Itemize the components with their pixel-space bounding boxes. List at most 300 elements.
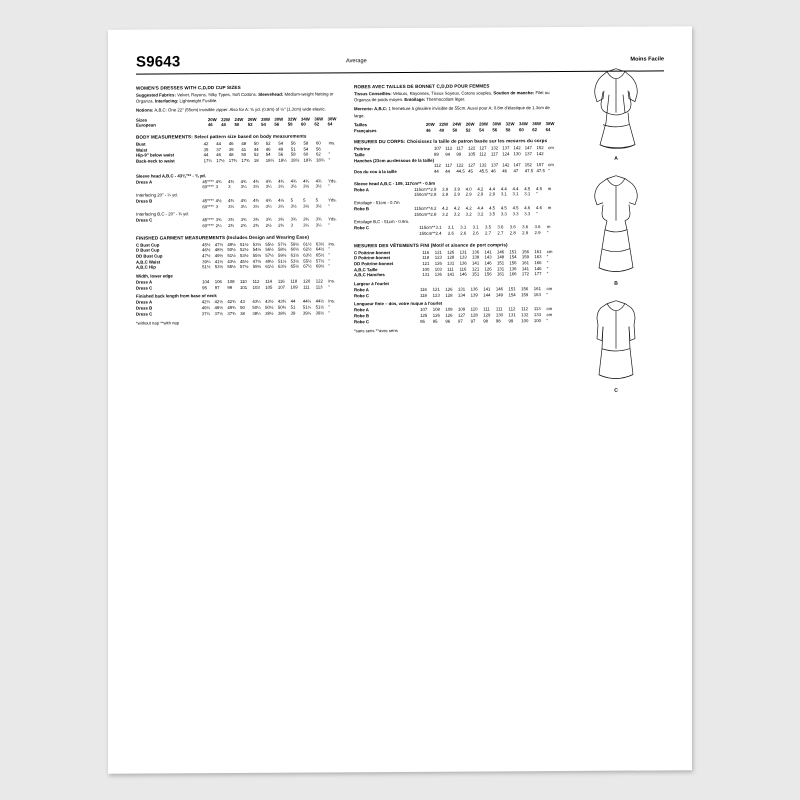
measurement-cell: 154 xyxy=(509,254,517,260)
unit-cell: " xyxy=(328,222,330,228)
measurement-cell: 117 xyxy=(491,151,498,157)
measurement-cell: 3.2 xyxy=(477,211,484,217)
measurement-cell: 55½ xyxy=(252,252,262,258)
measurement-cell: 141 xyxy=(447,271,455,278)
measurement-cell: 18¾ xyxy=(316,157,325,163)
measurement-cell: 128 xyxy=(470,312,478,318)
measurement-cell: 4¾ xyxy=(265,178,272,184)
measurement-cell: 131 xyxy=(508,312,516,318)
fabrics-label-en: Suggested Fabrics: xyxy=(136,92,176,98)
measurement-cell: 49½ xyxy=(265,258,274,264)
row-label: Waist xyxy=(136,147,148,153)
measurement-cell: 3¼ xyxy=(278,203,285,209)
unit-cell: " xyxy=(328,246,331,252)
fabrics-label-fr: Tissus Conseillés: xyxy=(354,91,392,97)
row-label xyxy=(354,192,414,198)
measurement-cell: 130 xyxy=(513,151,521,157)
row-label: Dress C xyxy=(136,311,153,317)
measurement-cell: 3 xyxy=(215,203,218,209)
row-label: A,B,C Hanches xyxy=(354,272,385,278)
measurement-cell: 136 xyxy=(434,272,442,278)
measurement-cell: 131 xyxy=(422,272,430,278)
body-measurements-table-fr xyxy=(354,145,559,175)
euro-cell: 58 xyxy=(505,126,511,132)
measurement-cell: 38¾ xyxy=(277,310,287,316)
measurement-cell: 131 xyxy=(447,260,455,266)
row-label: Hanches (23cm au-dessous de la taille) xyxy=(354,157,435,163)
section-title-en: WOMEN'S DRESSES WITH C,D,DD CUP SIZES xyxy=(136,84,241,91)
measurement-cell: 150cm** xyxy=(414,211,431,217)
euro-cell: 46 xyxy=(425,127,431,133)
measurement-cell: 134 xyxy=(457,292,466,298)
measurement-cell: 117 xyxy=(445,162,453,168)
measurement-cell: 42½ xyxy=(214,299,223,305)
measurement-cell: 4.2 xyxy=(465,205,472,211)
size-cell: 22W xyxy=(439,121,449,127)
measurement-cell: 61½ xyxy=(290,252,299,258)
measurement-cell: 67½ xyxy=(303,263,312,269)
measurement-cell: 47 xyxy=(513,168,519,174)
notions-text-en: A,B,C: One 22" (55cm) invisible zipper. Also for A: ⅝ yd. (0.8m) of ½" (1.3cm) wide elastic. xyxy=(154,106,326,113)
row-label: Taille xyxy=(354,152,365,158)
euro-cell: 54 xyxy=(479,127,484,133)
measurement-cell: 55½ xyxy=(227,264,236,270)
measurement-cell: 63½ xyxy=(277,264,287,270)
measurement-cell: 115cm** xyxy=(414,205,431,211)
measurement-cell: 122 xyxy=(468,145,476,151)
measurement-cell: 3.2 xyxy=(465,211,472,217)
row-label: Dress A xyxy=(136,179,153,185)
measurement-cell: 121 xyxy=(422,260,430,266)
measurement-cell: 95 xyxy=(202,284,207,290)
fabrics-paragraph-fr xyxy=(354,90,559,104)
measurement-cell: 4¾ xyxy=(265,197,272,203)
measurement-cell: 113 xyxy=(533,306,541,312)
size-cell: 20W xyxy=(425,121,435,127)
measurement-cell: 4.2 xyxy=(442,205,449,211)
difficulty-label-en: Average xyxy=(346,58,367,65)
measurement-cell: 51 xyxy=(290,304,296,310)
measurement-cell: 49 xyxy=(278,146,284,152)
finished-table-en xyxy=(136,241,341,271)
measurement-cell: 109 xyxy=(445,306,453,313)
measurement-cell: 57½ xyxy=(265,252,274,258)
pattern-envelope-page xyxy=(108,26,692,774)
measurement-cell: 159 xyxy=(521,291,529,297)
measurement-cell: 126 xyxy=(445,286,453,292)
measurement-cell: 98 xyxy=(495,318,501,324)
measurement-cell: 131 xyxy=(496,265,505,272)
measurement-cell: 2.9 xyxy=(489,191,496,197)
measurement-cell: 63½ xyxy=(315,241,325,247)
yardage-b-table-fr xyxy=(354,205,559,218)
measurement-cell: 112 xyxy=(479,151,487,157)
row-label: Back-neck to waist xyxy=(136,158,175,164)
measurement-cell: 39 xyxy=(290,310,296,316)
measurement-cell: 42¼ xyxy=(201,299,211,305)
measurement-cell: 60**** xyxy=(202,223,214,229)
unit-cell: " xyxy=(546,317,548,323)
measurement-cell: 2.9 xyxy=(477,191,484,197)
size-cell: 38W xyxy=(327,116,337,122)
measurement-cell: 2.6 xyxy=(447,230,454,236)
size-cell: 32W xyxy=(505,121,515,127)
measurement-cell: 53½ xyxy=(290,258,299,264)
measurement-cell: 56 xyxy=(290,140,296,146)
table-row xyxy=(354,191,559,198)
unit-cell: " xyxy=(328,258,331,264)
measurement-cell: 37¼ xyxy=(201,310,211,316)
measurement-cell: 42 xyxy=(203,141,209,147)
measurement-cell: 57½ xyxy=(240,264,249,270)
measurement-cell: 138 xyxy=(472,254,480,260)
measurement-cell: 161 xyxy=(533,286,541,292)
euro-cell: 64 xyxy=(327,121,333,127)
finished-title-en: FINISHED GARMENT MEASUREMENTS (Includes Design and Wearing Ease) xyxy=(136,234,309,241)
difficulty-label-fr: Moins Facile xyxy=(630,56,664,63)
measurement-cell: 4.4 xyxy=(512,185,519,191)
measurement-cell: 4½ xyxy=(215,198,222,204)
measurement-cell: 136 xyxy=(459,260,467,266)
measurement-cell: 43½ xyxy=(265,299,274,305)
euro-cell: 60 xyxy=(518,126,524,132)
table-row xyxy=(354,271,559,278)
unit-cell: " xyxy=(546,291,548,297)
dress-illustration-b xyxy=(573,169,659,280)
measurement-cell: 105 xyxy=(265,284,273,290)
measurement-cell: 4.5 xyxy=(489,205,496,211)
measurement-cell: 51½ xyxy=(202,264,211,270)
measurement-cell: 48 xyxy=(228,152,234,158)
body-measurements-title-fr: MESURES DU CORPS: Choisissez la taille de patron basée sur les mesures du corps xyxy=(354,138,548,145)
measurement-cell: 100 xyxy=(422,266,430,272)
measurement-cell: 3.1 xyxy=(524,191,531,197)
measurement-cell: 43¼ xyxy=(252,299,261,305)
unit-cell: " xyxy=(328,304,330,310)
measurement-cell: 146 xyxy=(534,265,542,271)
measurement-cell: 107 xyxy=(420,307,428,313)
measurement-cell: 3¾ xyxy=(253,217,260,223)
row-label xyxy=(354,212,414,218)
measurement-cell: 139 xyxy=(470,292,478,298)
measurement-cell: 50¾ xyxy=(277,304,287,310)
size-cell: 20W xyxy=(207,116,217,122)
measurement-cell: 151 xyxy=(472,271,480,277)
measurement-cell: 4½ xyxy=(278,197,285,203)
measurement-cell: 106 xyxy=(214,279,222,285)
unit-cell: " xyxy=(328,183,330,189)
row-label: D Bust Cup xyxy=(136,247,160,254)
measurement-cell: 166 xyxy=(534,260,542,266)
measurement-cell: 4¾ xyxy=(303,178,310,184)
measurement-cell: 65½ xyxy=(315,252,325,258)
measurement-cell: 49¼ xyxy=(201,305,211,311)
measurement-cell: 2.8 xyxy=(430,192,437,198)
measurement-cell: 4.5 xyxy=(512,205,519,211)
size-cell: 30W xyxy=(492,121,502,127)
row-label: Robe B xyxy=(354,206,370,212)
unit-cell: ins. xyxy=(328,241,336,247)
measurement-cell: 2¾ xyxy=(278,222,285,228)
measurement-cell: 95 xyxy=(432,318,438,324)
measurement-cell: 117 xyxy=(456,145,464,151)
measurement-cell: 132 xyxy=(479,162,487,168)
measurement-cell: 113 xyxy=(315,284,323,290)
measurement-cell: 3½ xyxy=(315,203,322,209)
measurement-cell: 111 xyxy=(303,284,310,290)
size-cell: 36W xyxy=(314,116,324,122)
measurement-cell: 45**** xyxy=(202,178,214,184)
size-cell: 38W xyxy=(545,120,555,126)
measurement-cell: 142 xyxy=(502,162,510,168)
fabrics-paragraph-en xyxy=(136,91,341,105)
measurement-cell: 156 xyxy=(509,260,517,266)
width-table-fr xyxy=(354,286,559,299)
measurement-cell: 44 xyxy=(216,141,221,147)
measurement-cell: 151 xyxy=(496,260,505,266)
body-measurements-table-en xyxy=(136,140,341,164)
measurement-cell: 52 xyxy=(253,152,259,158)
euro-cell: 52 xyxy=(465,127,471,133)
measurement-cell: 151 xyxy=(509,248,517,254)
row-label: Robe C xyxy=(354,292,370,298)
fabrics-text-en: Velvet, Rayons, Silky Types, Soft Cottons. xyxy=(177,91,258,98)
measurement-cell: 3¾ xyxy=(278,217,285,223)
measurement-cell: 4.4 xyxy=(489,185,496,192)
line-art-column xyxy=(568,62,664,402)
measurement-cell: 3.1 xyxy=(460,224,467,230)
measurement-cell: 3¼ xyxy=(240,184,247,190)
measurement-cell: 127 xyxy=(468,162,476,168)
unit-cell: " xyxy=(328,263,331,269)
footnote-en: *without nap **with nap xyxy=(136,320,180,327)
measurement-cell: 51½ xyxy=(315,304,325,310)
sleevehead-label-fr: Soutien de manche: xyxy=(493,90,535,96)
measurement-cell: 110 xyxy=(239,279,247,285)
row-label: Robe B xyxy=(354,313,370,319)
row-label: A,B,C Hip xyxy=(136,264,156,271)
euro-cell: 54 xyxy=(261,122,266,128)
measurement-cell: 4.2 xyxy=(453,205,460,211)
measurement-cell: 133 xyxy=(459,254,467,260)
measurement-cell: 43½ xyxy=(227,258,236,264)
size-cell: 28W xyxy=(261,116,270,122)
measurement-cell: 157 xyxy=(536,162,544,168)
dress-illustration-a xyxy=(573,62,659,155)
measurement-cell: 54 xyxy=(278,140,284,146)
measurement-cell: 3¾ xyxy=(303,216,310,222)
row-label xyxy=(136,204,202,210)
measurement-cell: 4.5 xyxy=(500,205,507,211)
measurement-cell: 4.6 xyxy=(524,205,531,211)
measurement-cell: 3¼ xyxy=(253,203,260,209)
view-label-c: C xyxy=(614,387,618,394)
measurement-cell: 121 xyxy=(434,249,442,255)
measurement-cell: 2.6 xyxy=(472,230,479,236)
measurement-cell: 46 xyxy=(265,146,271,152)
page-content xyxy=(136,53,664,749)
sleevehead-label-en: Sleevehead: xyxy=(258,91,284,97)
backlength-table-en xyxy=(136,299,341,317)
unit-cell: " xyxy=(328,157,331,163)
unit-cell: ins. xyxy=(328,140,336,146)
measurement-cell: 45 xyxy=(468,168,473,174)
unit-cell: cm xyxy=(546,312,553,318)
row-label: A,B,C Waist xyxy=(136,259,161,265)
measurement-cell: 4.4 xyxy=(500,185,507,191)
measurement-cell: 159 xyxy=(521,254,530,260)
sizes-label-fr: Tailles xyxy=(354,122,368,128)
measurement-cell: 3.3 xyxy=(500,210,507,216)
measurement-cell: 4.6 xyxy=(536,205,543,211)
interfacing-label-en: Interfacing: xyxy=(154,98,179,104)
measurement-cell: 18 xyxy=(253,157,259,163)
measurement-cell: 4¾ xyxy=(228,178,235,184)
measurement-cell: 3.3 xyxy=(512,210,519,216)
table-row xyxy=(136,203,341,210)
column-french xyxy=(354,83,559,334)
measurement-cell: 3¼ xyxy=(228,203,235,209)
sleevehead-text-fr: Filet ou Organza de poids moyen. xyxy=(354,90,550,103)
finished-title-fr: MESURES DES VÊTEMENTS FINI (Motif et aisance de port compris) xyxy=(354,241,508,248)
view-label-b: B xyxy=(614,280,618,287)
size-cell: 34W xyxy=(518,121,528,127)
table-row xyxy=(354,318,559,325)
measurement-cell: 50 xyxy=(253,140,259,146)
measurement-cell: 166 xyxy=(509,271,517,277)
measurement-cell: 44 xyxy=(253,146,259,152)
measurement-cell: 62 xyxy=(316,151,321,157)
backlength-table-fr xyxy=(354,306,559,324)
unit-cell: " xyxy=(546,260,549,266)
measurement-cell: 38 xyxy=(240,310,245,316)
measurement-cell: 42¾ xyxy=(227,299,236,305)
measurement-cell: 126 xyxy=(484,266,492,272)
measurement-cell: 126 xyxy=(445,312,453,318)
measurement-cell: 62½ xyxy=(303,246,312,252)
measurement-cell: 49½ xyxy=(214,253,224,259)
measurement-cell: 116 xyxy=(420,286,427,292)
measurement-cell: 49½ xyxy=(214,305,223,311)
size-cell: 34W xyxy=(301,116,310,122)
unit-cell: " xyxy=(328,284,330,290)
measurement-cell: 2.7 xyxy=(497,230,504,236)
row-label: Dress A xyxy=(136,299,153,306)
measurement-cell: 115cm** xyxy=(419,225,436,231)
measurement-cell: 3¾ xyxy=(290,217,297,223)
measurement-cell: 50¼ xyxy=(252,304,261,310)
unit-cell: " xyxy=(536,191,538,197)
measurement-cell: 41½ xyxy=(214,258,224,264)
measurement-cell: 3½ xyxy=(290,183,297,190)
measurement-cell: 107 xyxy=(434,145,442,152)
row-label xyxy=(136,185,202,191)
column-english xyxy=(136,84,341,326)
euro-cell: 52 xyxy=(247,122,253,128)
measurement-cell: 4¾ xyxy=(240,178,247,184)
measurement-cell: 60½ xyxy=(290,247,299,253)
sleevehead-text-en: Medium-weight Netting or Organza. xyxy=(136,91,334,104)
measurement-cell: 148 xyxy=(496,254,505,260)
measurement-cell: 94 xyxy=(445,151,451,157)
unit-cell: cm xyxy=(548,162,554,168)
measurement-cell: 97 xyxy=(470,318,476,324)
unit-cell: cm xyxy=(548,145,554,151)
measurement-cell: 4¾ xyxy=(228,198,235,204)
measurement-cell: 124 xyxy=(502,151,510,157)
table-row xyxy=(136,184,341,191)
measurement-cell: 3.6 xyxy=(534,224,541,230)
euro-cell: 50 xyxy=(452,127,458,133)
unit-cell: m xyxy=(547,204,552,211)
measurement-cell: 2.9 xyxy=(522,230,529,236)
measurement-cell: 54 xyxy=(303,146,309,152)
measurement-cell: 3.5 xyxy=(489,211,496,217)
interfacing-text-en: Lightweight Fusible. xyxy=(179,98,218,104)
measurement-cell: 127 xyxy=(457,312,466,318)
measurement-cell: 152 xyxy=(524,162,532,168)
measurement-cell: 59½ xyxy=(290,241,299,247)
unit-cell: " xyxy=(328,203,330,209)
measurement-cell: 2.9 xyxy=(534,230,541,236)
measurement-cell: 3¼ xyxy=(240,203,247,209)
measurement-cell: 46 xyxy=(216,152,221,158)
measurement-cell: 111 xyxy=(483,306,490,312)
measurement-cell: 4¾ xyxy=(315,178,322,184)
measurement-cell: 103 xyxy=(434,266,442,272)
measurement-cell: 52½ xyxy=(240,247,249,253)
measurement-cell: 137 xyxy=(491,162,499,168)
measurement-cell: 2¾ xyxy=(240,222,247,229)
measurement-cell: 2.9 xyxy=(465,191,472,197)
view-label-a: A xyxy=(614,155,618,162)
measurement-cell: 4.5 xyxy=(536,185,542,191)
interfacing-b-fr: Entoilage B,C - 51cm - 0.9m. xyxy=(354,219,410,225)
interfacing-b-en: Interfacing B,C - 20" - ¾ yd. xyxy=(136,211,189,217)
measurement-cell: 122 xyxy=(456,162,464,168)
measurement-cell: 2.9 xyxy=(430,186,437,192)
measurement-cell: 39¼ xyxy=(302,310,312,316)
sleevehead-title-en: Sleeve head A,B,C - 43¾"** - ¾ yd. xyxy=(136,172,206,179)
unit-cell: m xyxy=(547,185,552,191)
measurement-cell: 156 xyxy=(484,271,492,277)
measurement-cell: 163 xyxy=(534,254,542,260)
table-row xyxy=(354,211,559,218)
size-cell: 28W xyxy=(479,121,488,127)
measurement-cell: 103 xyxy=(252,284,260,290)
line-art-view-c xyxy=(568,294,664,394)
sizes-label-en: Sizes xyxy=(136,117,147,123)
measurement-cell: 110 xyxy=(470,306,478,312)
measurement-cell: 161 xyxy=(496,271,505,277)
unit-cell: cm xyxy=(546,306,553,312)
measurement-cell: 131 xyxy=(457,286,466,292)
measurement-cell: 47½ xyxy=(202,253,211,259)
euro-cell: 62 xyxy=(314,121,320,127)
measurement-cell: 46½ xyxy=(202,247,211,253)
measurement-cell: 121 xyxy=(432,286,440,292)
measurement-cell: 112 xyxy=(252,278,260,284)
measurement-cell: 60 xyxy=(316,140,321,146)
measurement-cell: 112 xyxy=(434,162,441,169)
measurement-cell: 3¼ xyxy=(303,222,310,228)
measurement-cell: 136 xyxy=(470,286,478,292)
measurement-cell: 3.1 xyxy=(435,225,442,231)
measurement-cell: 38½ xyxy=(265,310,274,316)
measurement-cell: 96 xyxy=(445,318,451,324)
measurement-cell: 97 xyxy=(214,284,220,290)
measurement-cell: 37¾ xyxy=(227,310,236,316)
